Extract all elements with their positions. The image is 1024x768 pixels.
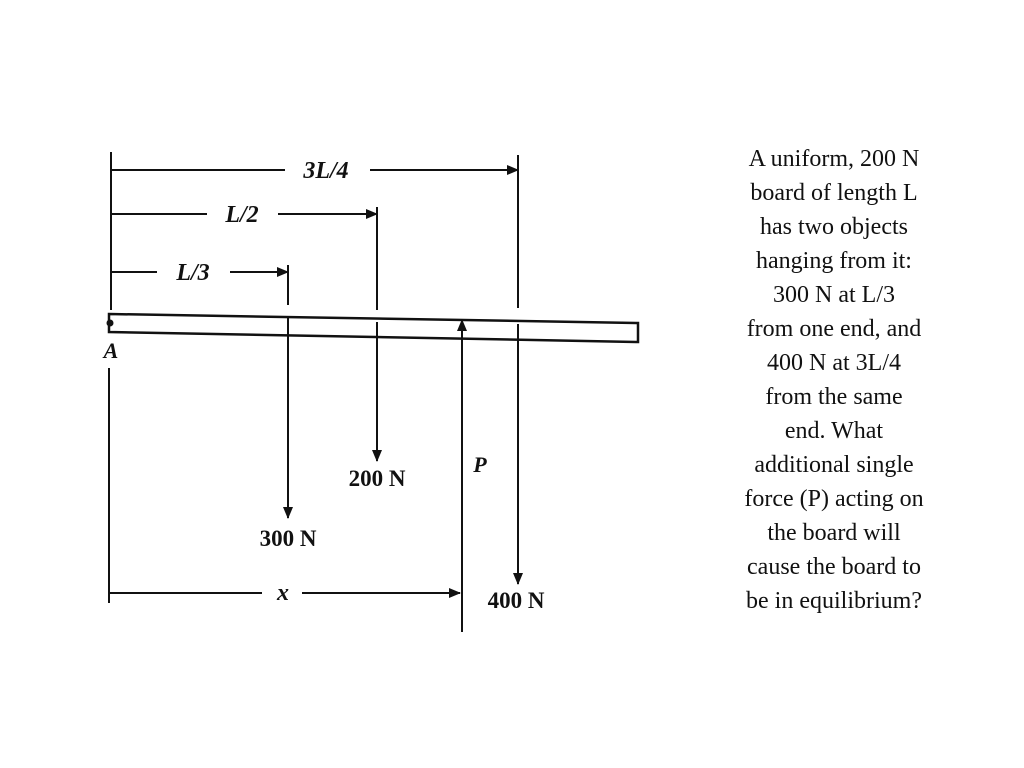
dimension-L-3-label: L/3 xyxy=(176,260,210,286)
dimension-L-2 xyxy=(111,202,377,310)
dimension-x-label: x xyxy=(277,580,289,606)
dimension-3L-4 xyxy=(111,155,518,308)
problem-line: force (P) acting on xyxy=(744,486,924,512)
problem-statement xyxy=(712,142,956,618)
load-200-label: 200 N xyxy=(348,466,406,491)
problem-line: hanging from it: xyxy=(756,248,912,274)
problem-line: 300 N at L/3 xyxy=(773,282,895,308)
end-a-label: A xyxy=(103,338,119,363)
problem-line: the board will xyxy=(767,520,901,546)
problem-line: 400 N at 3L/4 xyxy=(767,350,901,376)
problem-line: be in equilibrium? xyxy=(746,588,922,614)
end-a-marker xyxy=(107,320,114,327)
dimension-x xyxy=(109,580,460,606)
problem-line: from the same xyxy=(765,384,903,410)
problem-line: has two objects xyxy=(760,214,908,240)
problem-line: board of length L xyxy=(750,180,918,206)
load-400-label: 400 N xyxy=(487,588,545,613)
dimension-3L-4-label: 3L/4 xyxy=(303,158,349,184)
problem-line: A uniform, 200 N xyxy=(748,146,920,172)
dimension-L-2-label: L/2 xyxy=(225,202,259,228)
problem-line: cause the board to xyxy=(747,554,921,580)
problem-line: from one end, and xyxy=(746,316,922,342)
load-300-label: 300 N xyxy=(259,526,317,551)
problem-line: end. What xyxy=(784,418,884,444)
dimension-L-3 xyxy=(111,260,288,305)
board xyxy=(109,314,638,342)
problem-line: additional single xyxy=(754,452,914,478)
force-p-label: P xyxy=(473,452,487,477)
